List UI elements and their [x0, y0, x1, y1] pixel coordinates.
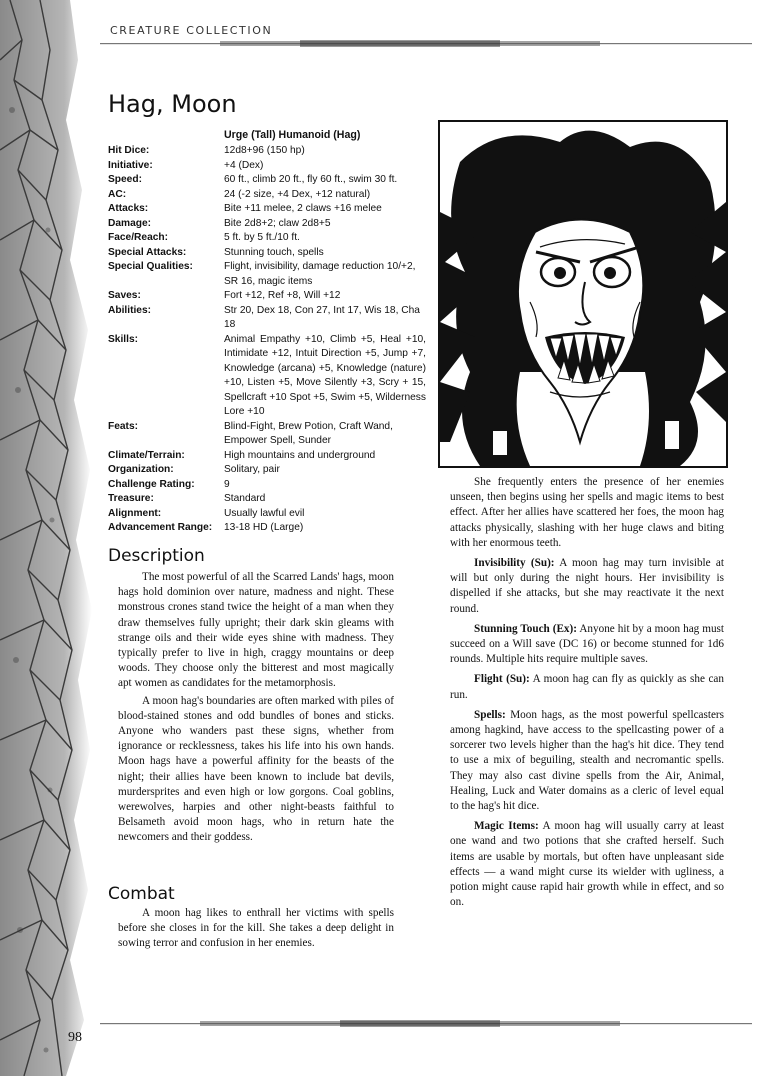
stat-block: [108, 144, 426, 536]
stat-value: 13-18 HD (Large): [224, 522, 304, 533]
stat-row-climate: [108, 449, 426, 464]
combat-continued-paragraph: She frequently enters the presence of her enemies unseen, then begins using her spells and magic items to best effect. After her allies have scattered her foes, the moon hag attacks physically, slashing with her huge claws and biting with her enormous teeth.: [450, 476, 724, 549]
stat-value: Bite 2d8+2; claw 2d8+5: [224, 217, 331, 229]
stat-value: Standard: [224, 493, 266, 504]
stat-row-organization: [108, 463, 426, 478]
stat-value: High mountains and underground: [224, 449, 376, 461]
stat-row-skills: [108, 333, 426, 420]
stat-value: +4 (Dex): [224, 159, 264, 171]
description-paragraph: The most powerful of all the Scarred Lands' hags, moon hags hold dominion over nature, madness and night. These monstrous crones stand twice the height of a man when they draw themselves fully upright; their dark skin gleams with strange oils and their wide eyes shine with madness. They typically prefer to live in high, craggy mountains or deep woods. They choose only the bitterest and most magically apt women as candidates for the metamorphosis.: [118, 571, 394, 690]
stat-row-attacks: [108, 202, 426, 217]
ability-name: Invisibility (Su):: [474, 557, 555, 570]
stat-value: Str 20, Dex 18, Con 27, Int 17, Wis 18, Cha 18: [224, 304, 420, 330]
ability-text: A moon hag may turn invisible at will but only during the night hours. Her invisibility is dispelled if she attacks, but she may reactivate it the next round.: [450, 557, 724, 615]
stat-row-abilities: [108, 304, 426, 333]
description-text: [118, 570, 394, 848]
stat-label: Hit Dice:: [108, 145, 150, 156]
stat-label: Advancement Range:: [108, 522, 213, 533]
stat-label: AC:: [108, 188, 127, 200]
stat-label: Treasure:: [108, 493, 154, 504]
stat-label: Special Qualities:: [108, 261, 193, 272]
ability-name: Magic Items:: [474, 820, 539, 833]
stat-row-ac: [108, 188, 426, 203]
stat-value: 12d8+96 (150 hp): [224, 145, 305, 156]
description-paragraph: A moon hag's boundaries are often marked with piles of blood-stained stones and odd bundles of bones and sticks. Anyone who wanders past these signs, whether from ignorance or recklessness, takes his life into his own hands. Moon hags have a powerful affinity for the beasts of the night; their allies have been known to include bat devils, murdersprites and even high or low gorgons. Coal goblins, werewolves, harpies and other night-beasts faithful to Belsameth avoid moon hags, who in return hate the newcomers and their goddess.: [118, 694, 394, 844]
stat-label: Skills:: [108, 333, 139, 345]
combat-paragraph: A moon hag likes to enthrall her victims with spells before she closes in for the kill. She takes a deep delight in sowing terror and confusion in her enemies.: [118, 907, 394, 950]
stat-value: 60 ft., climb 20 ft., fly 60 ft., swim 30 ft.: [224, 174, 398, 185]
stat-value: Bite +11 melee, 2 claws +16 melee: [224, 203, 382, 214]
combat-heading: Combat: [108, 884, 175, 904]
ability-paragraph-stunning-touch: [450, 622, 724, 668]
stat-label: Saves:: [108, 290, 141, 301]
page-number: 98: [68, 1030, 82, 1045]
stat-row-initiative: [108, 159, 426, 174]
ability-text: Anyone hit by a moon hag must succeed on a Will save (DC 16) or become stunned for 1d6 rounds. Multiple hits require multiple saves.: [450, 622, 724, 666]
moon-hag-illustration: [438, 120, 728, 468]
stat-row-feats: [108, 420, 426, 449]
cracked-stone-border: [0, 0, 96, 1076]
stat-value: Fort +12, Ref +8, Will +12: [224, 290, 341, 301]
stat-value: 9: [224, 478, 230, 490]
stat-row-challenge-rating: [108, 478, 426, 493]
stat-label: Challenge Rating:: [108, 478, 195, 490]
ability-name: Flight (Su):: [474, 673, 530, 686]
stat-label: Special Attacks:: [108, 246, 187, 258]
ability-paragraph-magic-items: [450, 819, 724, 910]
stat-label: Abilities:: [108, 304, 152, 316]
stat-value: Stunning touch, spells: [224, 246, 324, 258]
stat-row-alignment: [108, 507, 426, 522]
stat-label: Organization:: [108, 464, 174, 475]
footer-rule: [100, 1020, 752, 1027]
ability-text: A moon hag will usually carry at least one wand and two potions that she crafted herself. Such items are usable by mortals, but often have unpleasant side effects — a wand might curse its wielder with ugliness, a potion might cause rapid hair growth while in effect, and so on.: [450, 820, 725, 909]
combat-intro-text: [118, 906, 394, 954]
stat-row-speed: [108, 173, 426, 188]
ability-text: A moon hag can fly as quickly as she can run.: [450, 673, 724, 701]
stat-value: Animal Empathy +10, Climb +5, Heal +10, Intimidate +12, Intuit Direction +5, Jump +7, Knowledge (arcana) +5, Knowledge (nature) +10, Listen +5, Move Silently +3, Scry + 15, Spellcraft +10 Spot +5, Swim +5, Wilderness Lore +10: [224, 333, 426, 417]
stat-value: 5 ft. by 5 ft./10 ft.: [224, 232, 300, 243]
stat-row-special-qualities: [108, 260, 426, 289]
stat-row-advancement: [108, 521, 426, 536]
ability-paragraph-flight: [450, 672, 724, 702]
right-column-text: [450, 475, 724, 915]
stat-label: Face/Reach:: [108, 232, 169, 243]
ability-name: Stunning Touch (Ex):: [474, 622, 577, 635]
ability-text: Moon hags, as the most powerful spellcasters among hagkind, have access to the spellcasting power of a sorcerer two levels higher than the hag's hit dice. They tend to use a mix of beguiling, stealth and necromantic spells. They may also cast divine spells from the Air, Animal, Healing, Luck and Water domains as a cleric of level equal to the hag's hit dice.: [450, 708, 725, 813]
stat-label: Feats:: [108, 420, 139, 432]
stat-label: Alignment:: [108, 507, 162, 519]
ability-paragraph-invisibility: [450, 556, 724, 617]
stat-row-face-reach: [108, 231, 426, 246]
stat-row-damage: [108, 217, 426, 232]
stat-value: Blind-Fight, Brew Potion, Craft Wand, Empower Spell, Sunder: [224, 420, 393, 446]
moon-hag-drawing: [440, 122, 726, 466]
stat-value: Flight, invisibility, damage reduction 10/+2, SR 16, magic items: [224, 261, 416, 287]
stat-label: Attacks:: [108, 203, 149, 214]
header-rule: [100, 40, 752, 47]
book-title-header: CREATURE COLLECTION: [110, 24, 273, 37]
stat-value: 24 (-2 size, +4 Dex, +12 natural): [224, 188, 371, 200]
stat-label: Damage:: [108, 217, 152, 229]
description-heading: Description: [108, 546, 205, 566]
stat-value: Usually lawful evil: [224, 507, 305, 519]
ability-paragraph-spells: [450, 708, 724, 814]
stat-label: Climate/Terrain:: [108, 449, 185, 461]
stat-row-treasure: [108, 492, 426, 507]
stat-row-hit-dice: [108, 144, 426, 159]
creature-type: Urge (Tall) Humanoid (Hag): [224, 129, 361, 141]
stat-value: Solitary, pair: [224, 464, 280, 475]
ability-name: Spells:: [474, 708, 506, 721]
stat-row-special-attacks: [108, 246, 426, 261]
page-title: Hag, Moon: [108, 90, 237, 118]
stat-row-saves: [108, 289, 426, 304]
stat-label: Initiative:: [108, 159, 153, 171]
stat-label: Speed:: [108, 174, 142, 185]
